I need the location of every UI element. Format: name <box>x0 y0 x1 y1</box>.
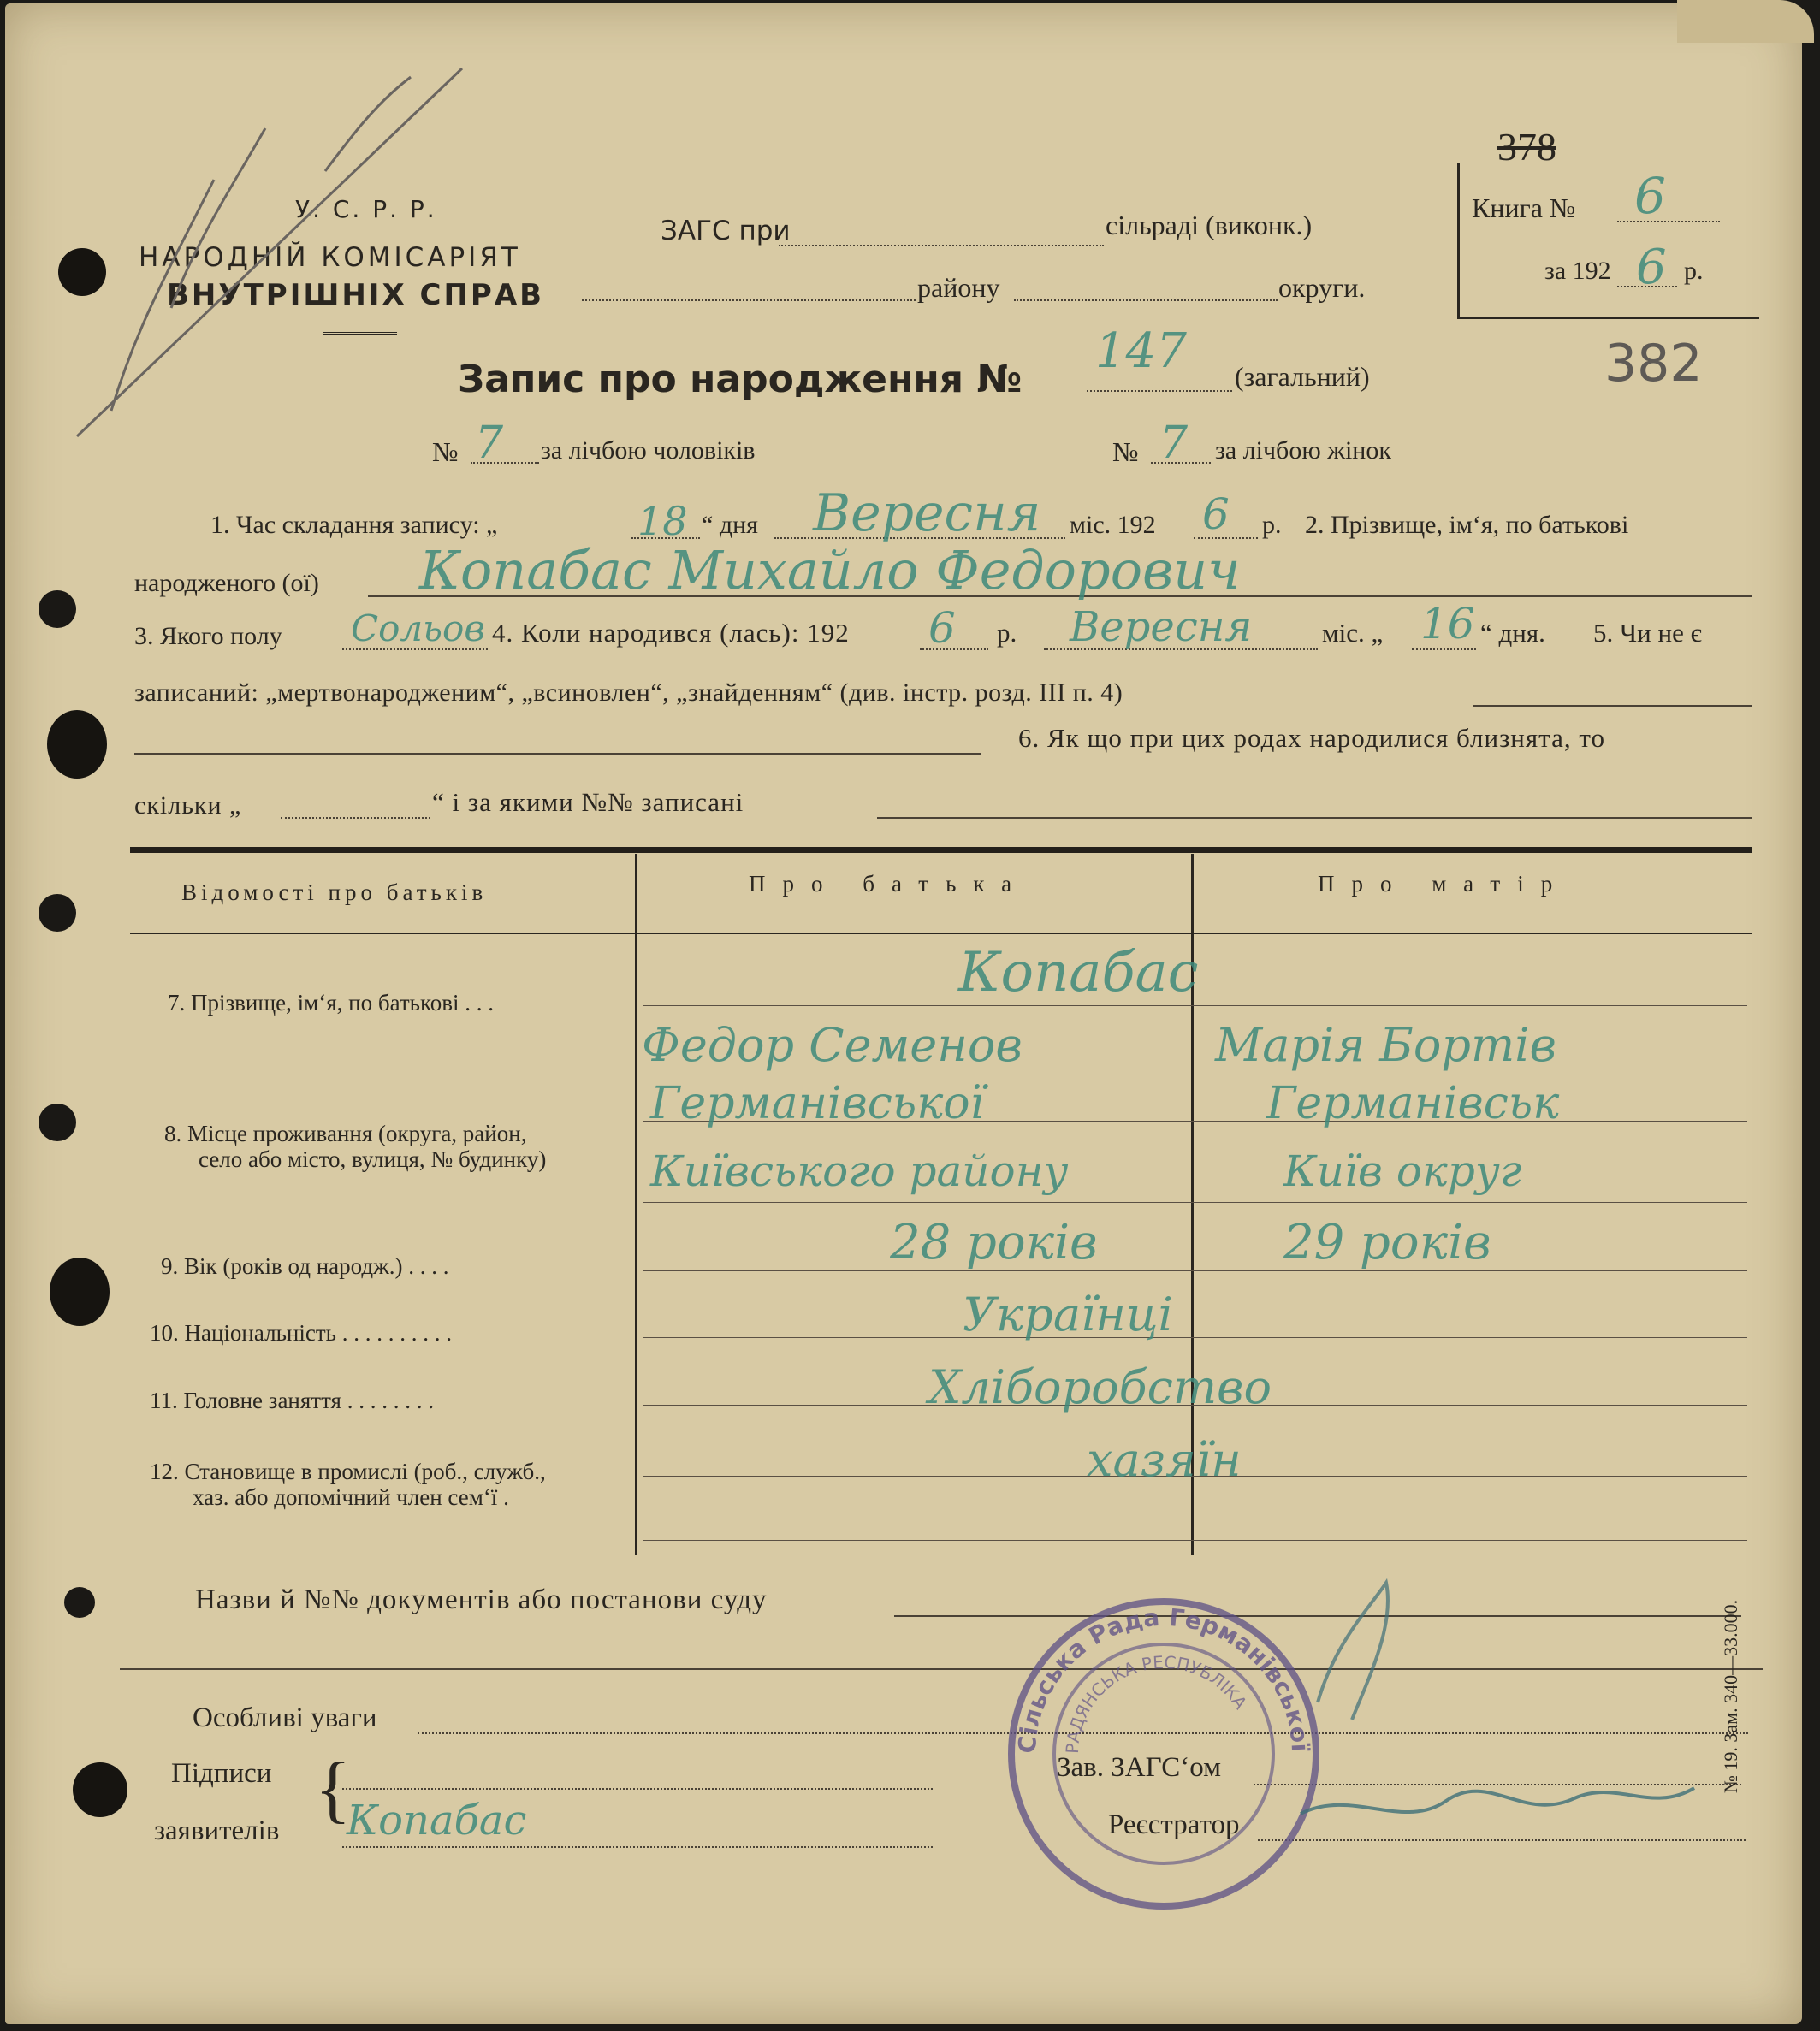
hw-sex: Сольов <box>351 607 485 649</box>
binding-hole <box>39 894 76 932</box>
hw-father-place: Германівської <box>650 1078 985 1129</box>
row-9-label: 9. Вік (років од народж.) . . . . <box>161 1253 449 1279</box>
binding-hole <box>39 1104 76 1141</box>
hw-status: хазяїн <box>1087 1433 1242 1487</box>
table-col-divider-1 <box>635 854 637 1555</box>
hw-mother-place: Германівськ <box>1266 1078 1560 1129</box>
hw-birth-day: 16 <box>1420 599 1475 648</box>
registrar-label: Реєстратор <box>1108 1809 1240 1840</box>
binding-hole <box>64 1587 95 1618</box>
stamp-inner-text: РАДЯНСЬКА РЕСПУБЛІКА <box>1061 1651 1252 1755</box>
zags-okrugy-label: округи. <box>1278 272 1366 303</box>
table-top-rule <box>130 847 1752 853</box>
zags-okrug-line <box>1014 299 1278 301</box>
count-men-label: за лічбою чоловіків <box>541 436 756 465</box>
hw-birth-year: 6 <box>928 603 956 653</box>
org-line-1: У. С. Р. Р. <box>295 195 437 223</box>
hw-book-year: 6 <box>1636 240 1667 295</box>
zags-head-label: Зав. ЗАГС‘ом <box>1057 1752 1222 1783</box>
row-line <box>643 1270 1747 1271</box>
book-number-crossed: 378 <box>1497 125 1556 169</box>
hw-men-no: 7 <box>475 417 504 469</box>
hw-father-place-2: Київського району <box>650 1146 1069 1196</box>
hw-child-name: Копабас Михайло Федорович <box>419 539 1241 601</box>
hw-mother-place-2: Київ округ <box>1283 1146 1522 1196</box>
field-4-label: 4. Коли народився (лась): 192 <box>492 618 850 648</box>
field-2-label: 2. Прізвище, ім‘я, по батькові <box>1305 511 1629 539</box>
field-5-text: записаний: „мертвонародженим“, „всиновлен“, „знайденням“ (див. інстр. розд. III п. 4) <box>134 678 1123 707</box>
field-6-label-b: скільки „ <box>134 791 242 820</box>
hw-record-no: 147 <box>1095 323 1187 379</box>
men-no-sign: № <box>432 436 459 467</box>
signature-line-1 <box>342 1788 933 1790</box>
hw-date-year: 6 <box>1202 489 1230 539</box>
hw-father-name: Федор Семенов <box>642 1018 1023 1072</box>
zags-raionu-label: району <box>917 272 1000 303</box>
row-line <box>643 1005 1747 1006</box>
field-1-day-suffix: “ дня <box>702 511 758 539</box>
binding-hole <box>39 590 76 628</box>
svg-text:РАДЯНСЬКА РЕСПУБЛІКА <box>1062 1652 1251 1755</box>
field-3-label: 3. Якого полу <box>134 622 282 650</box>
hw-occupation: Хліборобство <box>928 1360 1272 1414</box>
field-6-count-line <box>281 817 430 819</box>
row-7-label: 7. Прізвище, ім‘я, по батькові . . . <box>168 990 494 1016</box>
hw-signature: Копабас <box>347 1797 527 1844</box>
zags-raion-line <box>582 299 916 301</box>
field-4-year-suffix: р. <box>997 618 1017 648</box>
hw-father-surname: Копабас <box>958 941 1199 1004</box>
field-4-day-line <box>1412 648 1476 650</box>
women-no-sign: № <box>1112 436 1139 467</box>
book-year-suffix: р. <box>1684 257 1704 285</box>
stamp-outer-text: Сільська Рада Германівської <box>1012 1602 1315 1755</box>
binding-hole <box>73 1762 127 1817</box>
hw-women-no: 7 <box>1159 417 1189 469</box>
hw-mother-name: Марія Бортів <box>1215 1018 1556 1072</box>
hw-date-month: Вересня <box>813 483 1041 543</box>
hw-father-age: 28 років <box>890 1215 1098 1270</box>
field-5-label: 5. Чи не є <box>1593 618 1702 648</box>
field-2-label-b: народженого (ої) <box>134 569 319 597</box>
table-header-info: Відомості про батьків <box>181 879 488 905</box>
org-line-2: НАРОДНІЙ КОМІСАРІЯТ <box>139 242 521 273</box>
zags-selrada-line <box>779 245 1104 246</box>
registrar-signature <box>1266 1574 1711 1865</box>
field-6-label-c: “ і за якими №№ записані <box>432 787 744 817</box>
hw-birth-month: Вересня <box>1070 603 1253 651</box>
hw-nationality: Українці <box>963 1288 1173 1341</box>
row-line <box>643 1337 1747 1338</box>
row-11-label: 11. Головне заняття . . . . . . . . <box>150 1388 434 1413</box>
row-12-label-b: хаз. або допомічний член сем‘ї . <box>193 1484 509 1510</box>
signatures-brace: { <box>315 1748 352 1831</box>
field-1-year-suffix: р. <box>1262 511 1282 539</box>
count-women-label: за лічбою жінок <box>1215 436 1391 465</box>
book-number-line <box>1617 221 1720 222</box>
signatures-label-2: заявителів <box>154 1815 280 1846</box>
row-8-label: 8. Місце проживання (округа, район, <box>164 1121 527 1146</box>
zags-prefix: ЗАГС при <box>661 216 791 246</box>
field-4-day-suffix: “ дня. <box>1480 618 1545 648</box>
book-year-prefix: за 192 <box>1544 257 1611 285</box>
pencil-annotations <box>68 51 513 445</box>
book-label: Книга № <box>1472 192 1576 223</box>
record-title: Запис про народження № <box>458 358 1023 401</box>
row-10-label: 10. Національність . . . . . . . . . . <box>150 1320 452 1346</box>
field-1-month-label: міс. 192 <box>1070 511 1156 539</box>
hw-book-no: 6 <box>1634 167 1666 225</box>
binding-hole <box>47 710 107 779</box>
field-6-label: 6. Як що при цих родах народилися близнята, то <box>1018 723 1605 753</box>
row-line <box>643 1202 1747 1203</box>
row-8-label-b: село або місто, вулиця, № будинку) <box>199 1146 547 1172</box>
field-6-line <box>877 817 1752 819</box>
signatures-label-1: Підписи <box>171 1758 272 1789</box>
notes-label: Особливі уваги <box>193 1702 377 1733</box>
field-5-line-2 <box>134 753 981 755</box>
hw-pencil-382: 382 <box>1604 334 1703 394</box>
row-12-label: 12. Становище в промислі (роб., служб., <box>150 1459 546 1484</box>
book-box <box>1457 163 1759 319</box>
org-line-3: ВНУТРІШНІХ СПРАВ <box>167 278 545 312</box>
table-header-father: Про батька <box>749 871 1029 897</box>
signature-line-2 <box>342 1846 933 1848</box>
documents-label: Назви й №№ документів або постанови суду <box>195 1584 768 1615</box>
table-header-mother: Про матір <box>1318 871 1570 897</box>
binding-hole <box>50 1258 110 1326</box>
record-number-line <box>1087 390 1232 392</box>
field-4-month-label: міс. „ <box>1322 618 1384 648</box>
table-header-rule <box>130 933 1752 934</box>
field-1-label: 1. Час складання запису: „ <box>210 511 498 539</box>
zags-selradi-label: сільраді (виконк.) <box>1106 210 1313 240</box>
row-line <box>643 1540 1747 1541</box>
hw-mother-age: 29 років <box>1283 1215 1491 1270</box>
folded-corner <box>1677 0 1814 43</box>
record-title-suffix: (загальний) <box>1235 361 1370 392</box>
field-5-line <box>1473 705 1752 707</box>
hw-date-day: 18 <box>637 498 688 544</box>
margin-print: № 19. Зам. 340—33.000. <box>1720 1599 1742 1794</box>
